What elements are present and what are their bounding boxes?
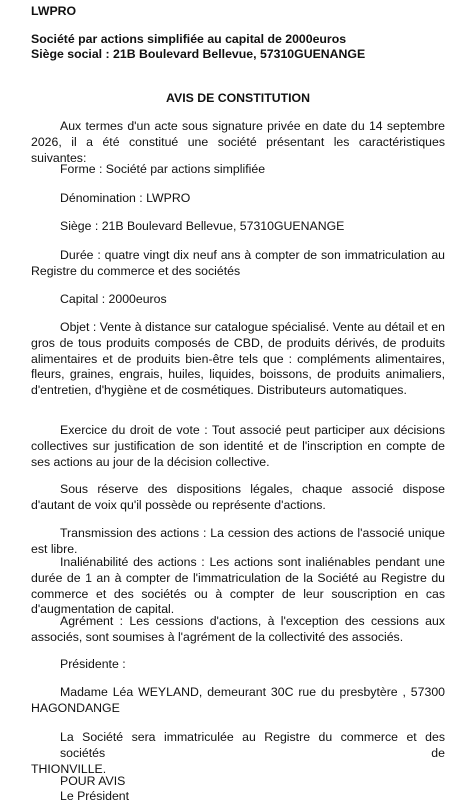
clause-voix: Sous réserve des dispositions légales, chaque associé dispose d'autant de voix qu'il possède ou représente d'actions.: [31, 482, 445, 512]
field-siege: Siège : 21B Boulevard Bellevue, 57310GUENANGE: [60, 219, 345, 233]
field-objet: Objet : Vente à distance sur catalogue spécialisé. Vente au détail et en gros de tous produits composés de CBD, de produits dérivés, de produits alimentaires et de produits bien-être tels que : compléments alimentaires, fleurs, graines, engrais, huiles, liquides, boissons, de produits animaliers, d'entretien, d'hygiène et de cosmétiques. Distributeurs automatiques.: [31, 320, 445, 398]
field-forme: Forme : Société par actions simplifiée: [60, 162, 266, 176]
notice-title: AVIS DE CONSTITUTION: [166, 91, 310, 105]
registration-line2: THIONVILLE.: [31, 761, 107, 776]
clause-transmission: Transmission des actions : La cession des actions de l'associé unique est libre.: [31, 526, 445, 556]
president-details-line2: HAGONDANGE: [31, 700, 120, 715]
company-seat-line: Siège social : 21B Boulevard Bellevue, 57310GUENANGE: [31, 47, 366, 61]
registration-line1: La Société sera immatriculée au Registre du commerce et des sociétés de: [60, 730, 445, 760]
field-duree: Durée : quatre vingt dix neuf ans à compter de son immatriculation au Registre du commerce et des sociétés: [31, 248, 445, 278]
clause-droit-de-vote: Exercice du droit de vote : Tout associé peut participer aux décisions collectives sur justification de son identité et de l'inscription en compte de ses actions au jour de la décision collective.: [31, 423, 445, 469]
clause-agrement: Agrément : Les cessions d'actions, à l'exception des cessions aux associés, sont soumises à l'agrément de la collectivité des associés.: [31, 614, 445, 644]
president-details-line1: Madame Léa WEYLAND, demeurant 30C rue du presbytère , 57300: [60, 685, 445, 699]
field-capital: Capital : 2000euros: [60, 292, 167, 306]
registration-statement: [31, 730, 445, 777]
company-name: LWPRO: [31, 4, 77, 18]
pour-avis: POUR AVIS: [60, 774, 126, 788]
signatory: Le Président: [60, 789, 130, 803]
president-details: [31, 685, 445, 717]
company-capital-line: Société par actions simplifiée au capital de 2000euros: [31, 32, 347, 46]
president-label: Présidente :: [60, 657, 126, 671]
field-denomination: Dénomination : LWPRO: [60, 191, 191, 205]
clause-inalienabilite: Inaliénabilité des actions : Les actions sont inaliénables pendant une durée de 1 an à compter de l'immatriculation de la Société au Registre du commerce et des sociétés ou à compter de leur souscription en cas d'augmentation de capital.: [31, 555, 445, 617]
intro-paragraph: Aux termes d'un acte sous signature privée en date du 14 septembre 2026, il a été constitué une société présentant les caractéristiques suivantes:: [31, 119, 445, 165]
